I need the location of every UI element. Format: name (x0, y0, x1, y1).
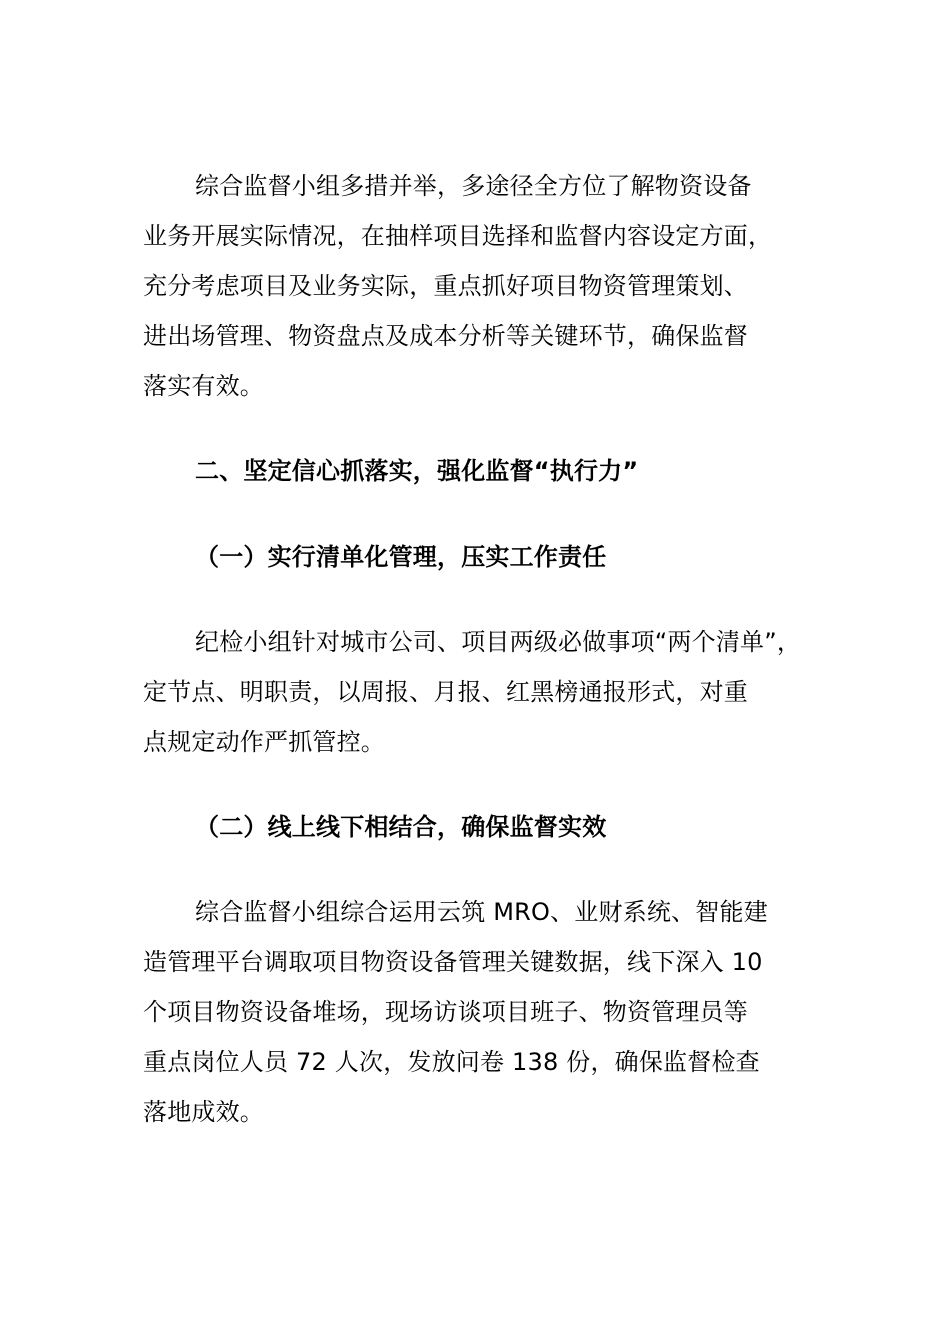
subsection-heading: （一）实行清单化管理，压实工作责任 (195, 543, 607, 571)
paragraph-line: 个项目物资设备堆场，现场访谈项目班子、物资管理员等 (143, 998, 748, 1026)
paragraph-line: 落实有效。 (143, 372, 264, 400)
section-heading: 二、坚定信心抓落实，强化监督“执行力” (195, 457, 639, 485)
paragraph-line: 综合监督小组多措并举，多途径全方位了解物资设备 (195, 172, 752, 200)
paragraph-line: 定节点、明职责，以周报、月报、红黑榜通报形式，对重 (143, 678, 748, 706)
paragraph-line: 点规定动作严抓管控。 (143, 728, 385, 756)
paragraph-line: 充分考虑项目及业务实际，重点抓好项目物资管理策划、 (143, 272, 748, 300)
paragraph-line: 纪检小组针对城市公司、项目两级必做事项“两个清单”， (195, 628, 802, 656)
subsection-heading: （二）线上线下相结合，确保监督实效 (195, 813, 607, 841)
paragraph-line: 造管理平台调取项目物资设备管理关键数据，线下深入 10 (143, 948, 763, 976)
paragraph-line: 重点岗位人员 72 人次，发放问卷 138 份，确保监督检查 (143, 1048, 760, 1076)
paragraph-line: 落地成效。 (143, 1098, 264, 1126)
paragraph-line: 业务开展实际情况，在抽样项目选择和监督内容设定方面， (143, 222, 773, 250)
paragraph-line: 进出场管理、物资盘点及成本分析等关键环节，确保监督 (143, 322, 748, 350)
paragraph-line: 综合监督小组综合运用云筑 MRO、业财系统、智能建 (195, 898, 768, 926)
